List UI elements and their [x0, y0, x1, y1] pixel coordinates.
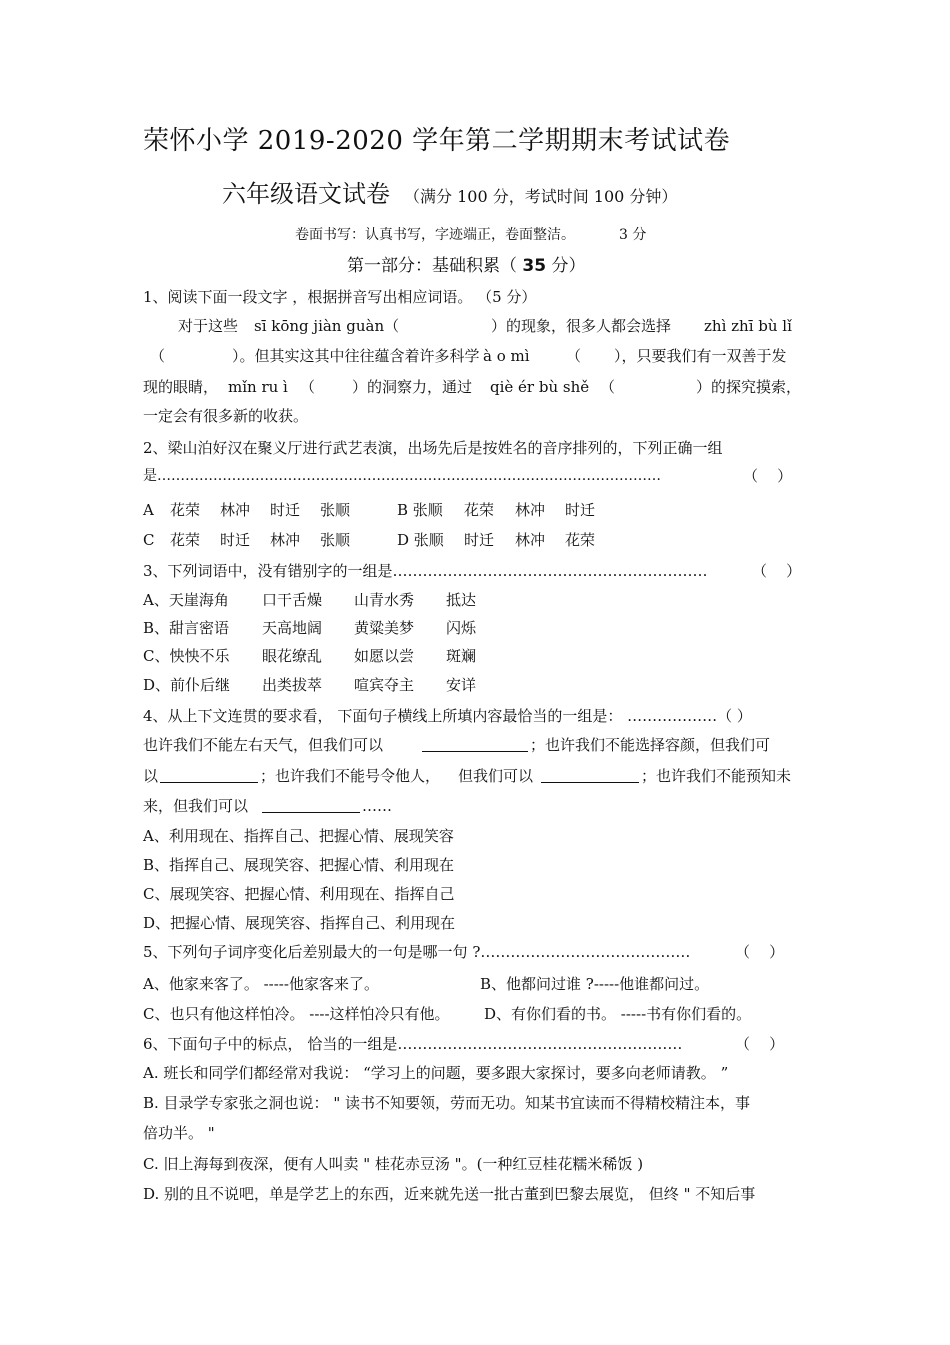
- q4-blank-2: [160, 766, 258, 786]
- writing-rule: 卷面书写：认真书写，字迹端正，卷面整洁。: [295, 227, 575, 243]
- q3-answer-paren: （ ）: [752, 562, 802, 580]
- q5-stem: 5、下列句子词序变化后差别最大的一句是哪一句 ?……………………………………: [143, 943, 691, 961]
- q1-line1-b: ）的现象，很多人都会选择: [491, 317, 672, 335]
- q5-option-d: D、有你们看的书。 -----书有你们看的。: [484, 1005, 752, 1023]
- q6-option-d: D. 别的且不说吧，单是学艺上的东西，近来就先送一批古董到巴黎去展览， 但终 " 不知后事: [143, 1185, 756, 1203]
- q3-word: 闪烁: [446, 619, 477, 637]
- writing-score: 3 分: [619, 227, 647, 243]
- q4-line2-d: ；也许我们不能预知未: [641, 767, 792, 785]
- q2-option-a-name: 时迁: [270, 501, 301, 519]
- q1-line2-c: （: [566, 347, 582, 365]
- q1-pinyin-1: sī kōng jiàn guàn（: [254, 317, 400, 335]
- q3-word: 黄粱美梦: [354, 619, 415, 637]
- q2-option-c-letter: C: [143, 531, 155, 549]
- q3-word: 天高地阔: [262, 619, 323, 637]
- q1-line2-a: （: [150, 347, 166, 365]
- writing-requirement: [295, 225, 646, 245]
- q2-option-b-name: 时迁: [565, 501, 596, 519]
- q2-option-c-name: 林冲: [270, 531, 301, 549]
- q1-line2-b: ）。但其实这其中往往蕴含着许多科学: [232, 347, 480, 365]
- q3-word: 眼花缭乱: [262, 647, 323, 665]
- q2-option-d-name: 花荣: [565, 531, 596, 549]
- q3-word: 斑斓: [446, 647, 477, 665]
- q3-word: C、怏怏不乐: [143, 647, 230, 665]
- q3-word: 喧宾夺主: [354, 676, 415, 694]
- q4-line1-b: ；也许我们不能选择容颜，但我们可: [530, 736, 771, 754]
- q1-pinyin-2: zhì zhī bù lǐ: [704, 317, 792, 335]
- q3-stem: 3、下列词语中，没有错别字的一组是………………………………………………………: [143, 562, 708, 580]
- q4-option-c: C、展现笑容、把握心情、利用现在、指挥自己: [143, 885, 455, 903]
- q3-word: A、天崖海角: [143, 591, 229, 609]
- q3-word: 山青水秀: [354, 591, 415, 609]
- part-suffix: 分）: [551, 256, 586, 276]
- q1-line2-d: ），只要我们有一双善于发: [614, 347, 787, 365]
- q3-word: 出类拔萃: [262, 676, 323, 694]
- q2-option-a-name: 张顺: [320, 501, 351, 519]
- q1-line3-b: （: [300, 378, 316, 396]
- q3-word: 如愿以尝: [354, 647, 415, 665]
- q4-line3-a: 来，但我们可以: [143, 797, 249, 815]
- part-heading: [347, 255, 585, 277]
- q5-option-b: B、他都问过谁 ?-----他谁都问过。: [480, 975, 710, 993]
- q3-word: D、前仆后继: [143, 676, 231, 694]
- q1-line1-a: 对于这些: [178, 317, 239, 335]
- q2-stem-1: 2、梁山泊好汉在聚义厅进行武艺表演，出场先后是按姓名的音序排列的，下列正确一组: [143, 439, 723, 457]
- q4-blank-4: [262, 796, 360, 816]
- q1-line3-c: ）的洞察力，通过: [352, 378, 473, 396]
- q5-option-a: A、他家来客了。 -----他家客来了。: [143, 975, 379, 993]
- q6-option-a: A. 班长和同学们都经常对我说： “学习上的问题，要多跟大家探讨，要多向老师请教。 ”: [143, 1064, 729, 1082]
- q4-option-b: B、指挥自己、展现笑容、把握心情、利用现在: [143, 856, 455, 874]
- q3-word: B、甜言密语: [143, 619, 230, 637]
- q4-line2-b: ；也许我们不能号令他人，: [260, 767, 441, 785]
- q2-option-c-name: 张顺: [320, 531, 351, 549]
- q6-option-b-cont: 倍功半。 ": [143, 1124, 215, 1142]
- q1-line3-e: ）的探究摸索，: [696, 378, 802, 396]
- q2-answer-paren: （ ）: [743, 467, 793, 485]
- q2-option-c-name: 时迁: [220, 531, 251, 549]
- q4-blank-1: [422, 735, 528, 755]
- q6-stem: 6、下面句子中的标点， 恰当的一组是…………………………………………………: [143, 1035, 683, 1053]
- q2-option-a-name: 林冲: [220, 501, 251, 519]
- q2-option-d-name: D 张顺: [397, 531, 444, 549]
- q1-line3-a: 现的眼睛，: [143, 378, 219, 396]
- q2-option-b-name: 花荣: [464, 501, 495, 519]
- q4-option-d: D、把握心情、展现笑容、指挥自己、利用现在: [143, 914, 456, 932]
- q3-word: 安详: [446, 676, 477, 694]
- page-title: 荣怀小学 2019-2020 学年第二学期期末考试试卷: [143, 126, 731, 156]
- q1-stem: 1、阅读下面一段文字 ，根据拼音写出相应词语。 （5 分）: [143, 288, 537, 306]
- q1-pinyin-5: qiè ér bù shě: [490, 378, 590, 396]
- q4-line2-a: 以: [143, 767, 159, 785]
- q2-stem-2: 是………………………………………………………………………………………………: [143, 468, 661, 484]
- subtitle-note: （满分 100 分，考试时间 100 分钟）: [404, 187, 678, 206]
- q6-option-c: C. 旧上海每到夜深，便有人叫卖 " 桂花赤豆汤 "。(一种红豆桂花糯米稀饭 ): [143, 1155, 644, 1173]
- q2-option-a-letter: A: [143, 501, 154, 519]
- q6-option-b: B. 目录学专家张之洞也说： " 读书不知要领，劳而无功。知某书宜读而不得精校精注本，事: [143, 1094, 750, 1112]
- q2-option-b-name: B 张顺: [397, 501, 443, 519]
- q3-word: 口干舌燥: [262, 591, 323, 609]
- q4-stem: 4、从上下文连贯的要求看， 下面句子横线上所填内容最恰当的一组是： ………………（ ）: [143, 707, 752, 725]
- q1-line4: 一定会有很多新的收获。: [143, 407, 309, 425]
- q2-option-d-name: 时迁: [464, 531, 495, 549]
- q1-pinyin-4: mǐn ru ì: [228, 378, 288, 396]
- part-score: 35: [522, 256, 547, 276]
- q4-line2-c: 但我们可以: [458, 767, 534, 785]
- q2-option-c-name: 花荣: [170, 531, 201, 549]
- q5-option-c: C、也只有他这样怕冷。 ----这样怕冷只有他。: [143, 1005, 450, 1023]
- q4-option-a: A、利用现在、指挥自己、把握心情、展现笑容: [143, 827, 454, 845]
- q3-word: 抵达: [446, 591, 477, 609]
- q6-answer-paren: （ ）: [735, 1035, 785, 1053]
- q1-line3-d: （: [600, 378, 616, 396]
- q4-line1-a: 也许我们不能左右天气，但我们可以: [143, 736, 384, 754]
- q5-answer-paren: （ ）: [735, 943, 785, 961]
- q2-option-a-name: 花荣: [170, 501, 201, 519]
- exam-subtitle: [222, 178, 677, 213]
- subtitle-text: 六年级语文试卷: [222, 180, 390, 208]
- part-label: 第一部分：基础积累（: [347, 256, 517, 276]
- q4-blank-3: [541, 766, 639, 786]
- q1-pinyin-3: à o mì: [483, 347, 530, 365]
- q4-line3-b: ……: [362, 797, 392, 815]
- q2-option-b-name: 林冲: [515, 501, 546, 519]
- q2-option-d-name: 林冲: [515, 531, 546, 549]
